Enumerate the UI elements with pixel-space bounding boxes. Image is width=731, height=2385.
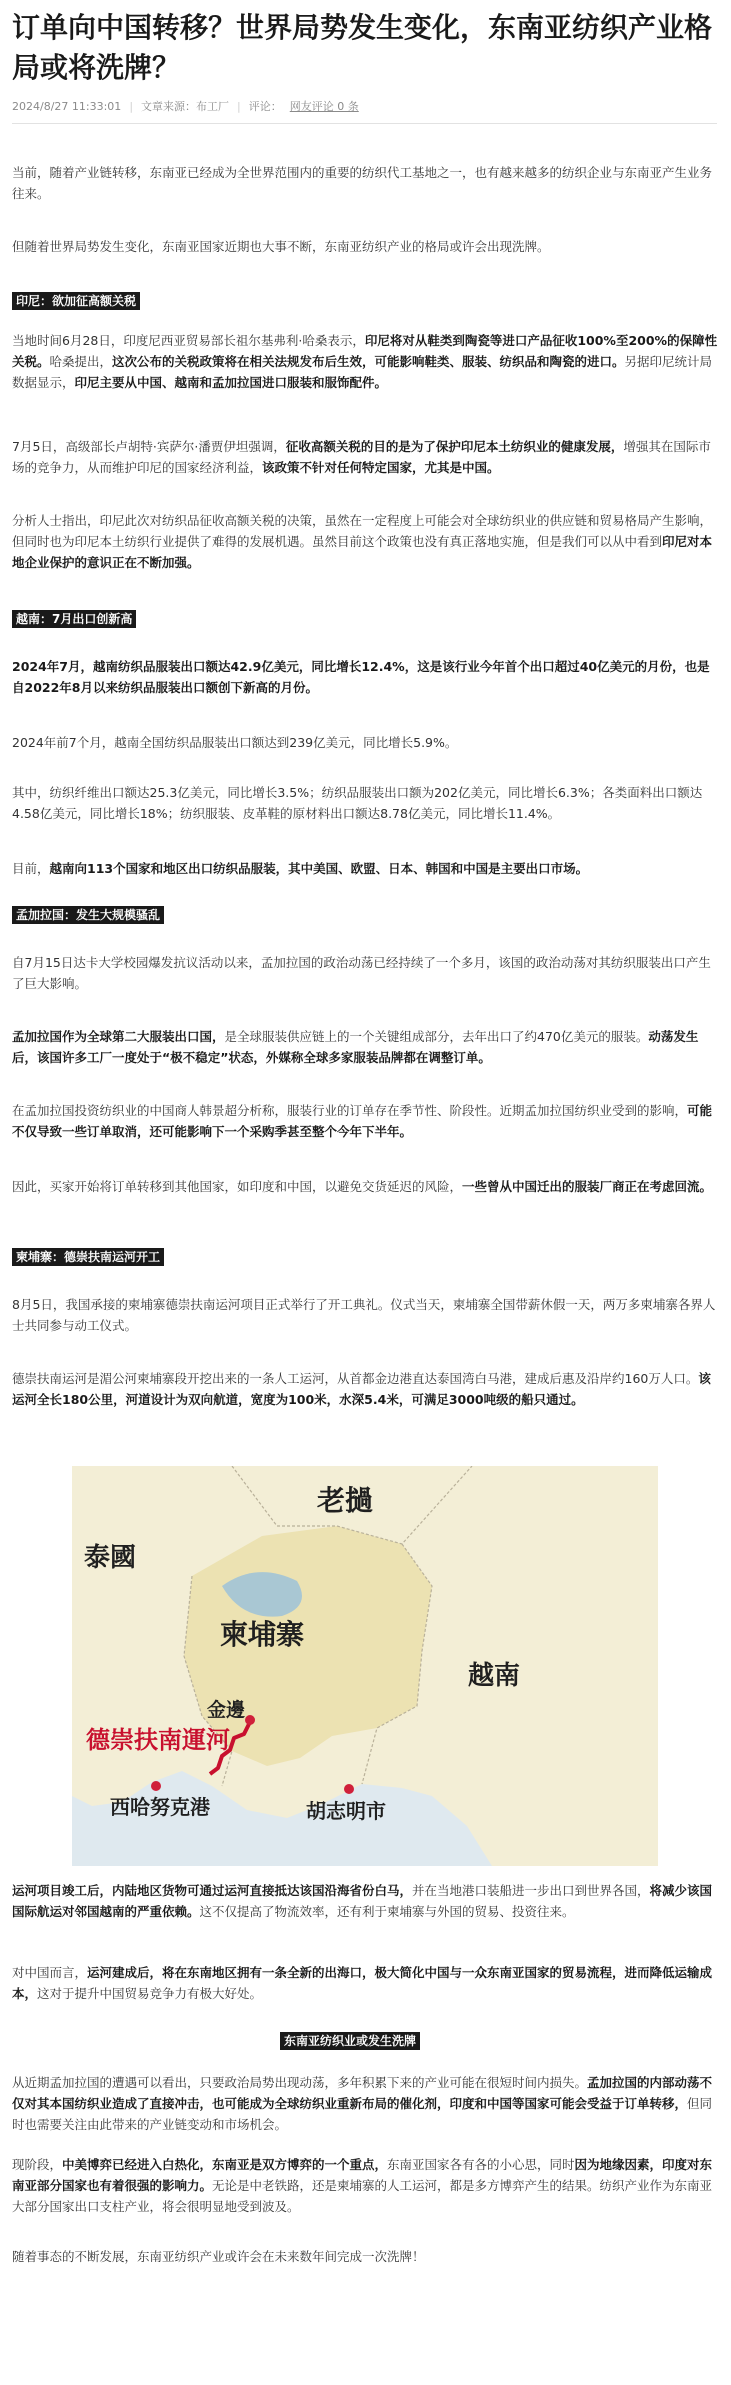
paragraph-cambodia-2: 德崇扶南运河是湄公河柬埔寨段开挖出来的一条人工运河，从首都金边港直达泰国湾白马港，建成后惠及沿岸约160万人口。该运河全长180公里，河道设计为双向航道，宽度为100米，水深5.4米，可满足3000吨级的船只通过。 (12, 1371, 711, 1407)
paragraph-bangladesh-1: 自7月15日达卡大学校园爆发抗议活动以来，孟加拉国的政治动荡已经持续了一个多月，该国的政治动荡对其纺织服装出口产生了巨大影响。 (12, 955, 711, 991)
section-heading-cambodia: 柬埔寨：德崇扶南运河开工 (12, 1248, 164, 1266)
section-heading-southeast-asia: 东南亚纺织业或发生洗牌 (280, 2032, 420, 2050)
publish-date: 2024/8/27 11:33:01 (12, 100, 122, 113)
paragraph-vietnam-3: 其中，纺织纤维出口额达25.3亿美元，同比增长3.5%；纺织品服装出口额为202亿美元，同比增长6.3%；各类面料出口额达4.58亿美元，同比增长18%；纺织服装、皮革鞋的原材料出口额达8.78亿美元，同比增长11.4%。 (12, 785, 703, 821)
map-city-phnom-penh (245, 1715, 255, 1725)
paragraph-cambodia-3: 运河项目竣工后，内陆地区货物可通过运河直接抵达该国沿海省份白马，并在当地港口装船进一步出口到世界各国，将减少该国国际航运对邻国越南的严重依赖。这不仅提高了物流效率，还有利于柬埔寨与外国的贸易、投资往来。 (12, 1883, 713, 1919)
map-city-sihanoukville (151, 1781, 161, 1791)
paragraph-bangladesh-2: 孟加拉国作为全球第二大服装出口国，是全球服装供应链上的一个关键组成部分，去年出口了约470亿美元的服装。动荡发生后，该国许多工厂一度处于“极不稳定”状态，外媒称全球多家服装品牌都在调整订单。 (12, 1029, 699, 1065)
paragraph-bangladesh-3: 在孟加拉国投资纺织业的中国商人韩景超分析称，服装行业的订单存在季节性、阶段性。近期孟加拉国纺织业受到的影响，可能不仅导致一些订单取消，还可能影响下一个采购季甚至整个今年下半年。 (12, 1103, 713, 1139)
section-heading-bangladesh: 孟加拉国：发生大规模骚乱 (12, 906, 164, 924)
map-label-sihanoukville: 西哈努克港 (110, 1797, 210, 1819)
paragraph-vietnam-2: 2024年前7个月，越南全国纺织品服装出口额达到239亿美元，同比增长5.9%。 (12, 735, 458, 750)
map-label-cambodia: 柬埔寨 (220, 1619, 305, 1650)
paragraph-cambodia-1: 8月5日，我国承接的柬埔寨德崇扶南运河项目正式举行了开工典礼。仪式当天，柬埔寨全国带薪休假一天，两万多柬埔寨各界人士共同参与动工仪式。 (12, 1297, 716, 1333)
paragraph-indonesia-2: 7月5日，高级部长卢胡特·宾萨尔·潘贾伊坦强调，征收高额关税的目的是为了保护印尼本土纺织业的健康发展，增强其在国际市场的竞争力，从而维护印尼的国家经济利益，该政策不针对任何特定国家，尤其是中国。 (12, 439, 711, 475)
paragraph-indonesia-3: 分析人士指出，印尼此次对纺织品征收高额关税的决策，虽然在一定程度上可能会对全球纺织业的供应链和贸易格局产生影响，但同时也为印尼本土纺织行业提供了难得的发展机遇。虽然目前这个政策也没有真正落地实施，但是我们可以从中看到印尼对本地企业保护的意识正在不断加强。 (12, 513, 713, 570)
paragraph-outlook-3: 随着事态的不断发展，东南亚纺织产业或许会在未来数年间完成一次洗牌！ (12, 2249, 425, 2264)
paragraph-intro-2: 但随着世界局势发生变化，东南亚国家近期也大事不断，东南亚纺织产业的格局或许会出现洗牌。 (12, 239, 550, 254)
map-label-canal: 德崇扶南運河 (86, 1727, 230, 1754)
article-title: 订单向中国转移？世界局势发生变化，东南亚纺织产业格局或将洗牌？ (12, 11, 713, 84)
paragraph-bangladesh-4: 因此，买家开始将订单转移到其他国家，如印度和中国，以避免交货延迟的风险，一些曾从中国迁出的服装厂商正在考虑回流。 (12, 1179, 713, 1194)
meta-divider (12, 123, 717, 124)
paragraph-vietnam-1: 2024年7月，越南纺织品服装出口额达42.9亿美元，同比增长12.4%，这是该行业今年首个出口超过40亿美元的月份，也是自2022年8月以来纺织品服装出口额创下新高的月份。 (12, 659, 710, 695)
map-label-thailand: 泰國 (84, 1542, 137, 1572)
map-label-vietnam: 越南 (468, 1660, 521, 1690)
map-label-phnom-penh: 金邊 (207, 1700, 246, 1721)
canal-map-svg (72, 1466, 658, 1866)
map-label-hcmc: 胡志明市 (306, 1801, 386, 1823)
paragraph-cambodia-4: 对中国而言，运河建成后，将在东南地区拥有一条全新的出海口，极大简化中国与一众东南亚国家的贸易流程，进而降低运输成本，这对于提升中国贸易竞争力有极大好处。 (12, 1965, 713, 2001)
paragraph-indonesia-1: 当地时间6月28日，印度尼西亚贸易部长祖尔基弗利·哈桑表示，印尼将对从鞋类到陶瓷等进口产品征收100%至200%的保障性关税。哈桑提出，这次公布的关税政策将在相关法规发布后生效，可能影响鞋类、服装、纺织品和陶瓷的进口。另据印尼统计局数据显示，印尼主要从中国、越南和孟加拉国进口服装和服饰配件。 (12, 333, 718, 390)
article-meta: 2024/8/27 11:33:01 | 文章来源：布工厂 | 评论： 网友评论 0 条 (12, 100, 359, 113)
section-heading-vietnam: 越南：7月出口创新高 (12, 610, 136, 628)
canal-map (72, 1466, 658, 1866)
paragraph-outlook-1: 从近期孟加拉国的遭遇可以看出，只要政治局势出现动荡，多年积累下来的产业可能在很短时间内损失。孟加拉国的内部动荡不仅对其本国纺织业造成了直接冲击，也可能成为全球纺织业重新布局的催化剂，印度和中国等国家可能会受益于订单转移，但同时也需要关注由此带来的产业链变动和市场机会。 (12, 2075, 713, 2132)
paragraph-vietnam-4: 目前，越南向113个国家和地区出口纺织品服装，其中美国、欧盟、日本、韩国和中国是主要出口市场。 (12, 861, 589, 876)
comments-link[interactable]: 网友评论 0 条 (289, 100, 359, 113)
map-city-hcmc (344, 1784, 354, 1794)
comments-label: 评论： (248, 100, 282, 113)
paragraph-intro: 当前，随着产业链转移，东南亚已经成为全世界范围内的重要的纺织代工基地之一，也有越来越多的纺织企业与东南亚产生业务往来。 (12, 165, 713, 201)
article-source: 文章来源：布工厂 (141, 100, 230, 113)
map-label-laos: 老撾 (317, 1485, 374, 1516)
section-heading-indonesia: 印尼：欲加征高额关税 (12, 292, 140, 310)
paragraph-outlook-2: 现阶段，中美博弈已经进入白热化，东南亚是双方博弈的一个重点，东南亚国家各有各的小心思，同时因为地缘因素，印度对东南亚部分国家也有着很强的影响力。无论是中老铁路，还是柬埔寨的人工运河，都是多方博弈产生的结果。纺织产业作为东南亚大部分国家出口支柱产业，将会很明显地受到波及。 (12, 2157, 713, 2214)
